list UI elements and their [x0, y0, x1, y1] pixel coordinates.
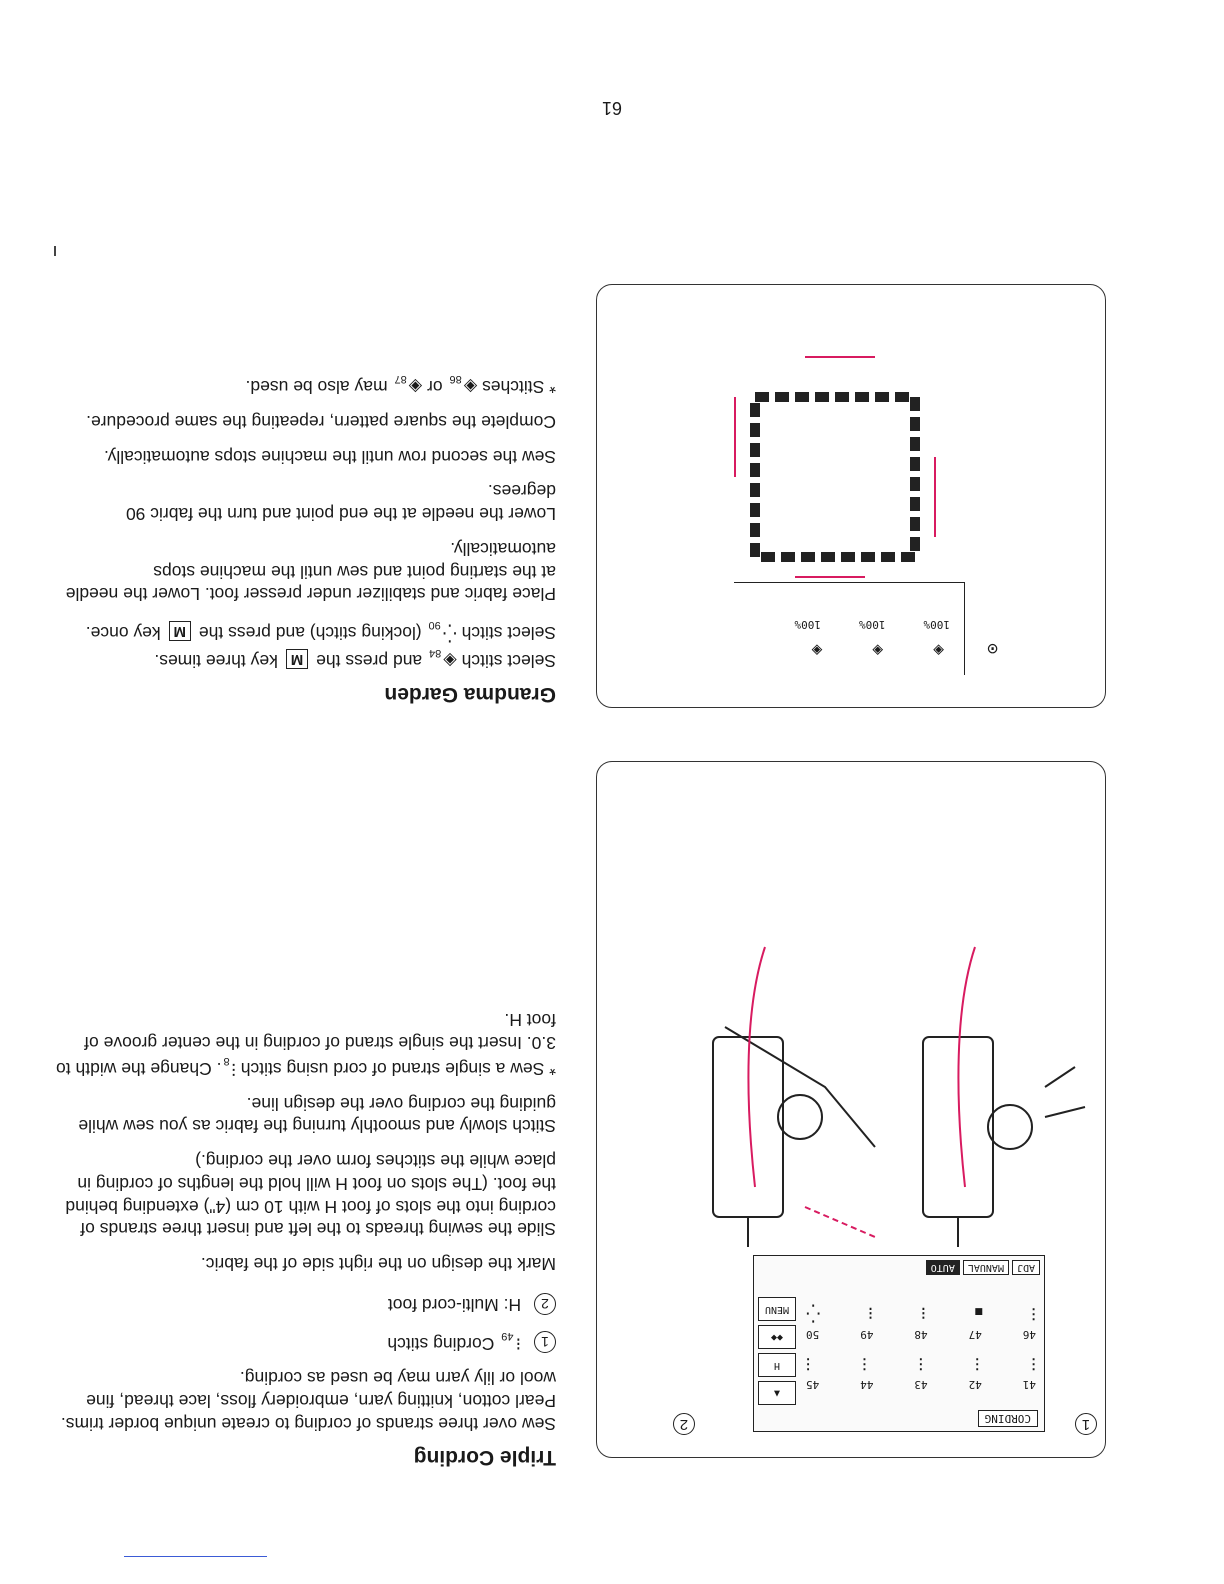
- m-key: M: [286, 649, 309, 669]
- item-text: H: Multi-cord foot: [387, 1295, 522, 1316]
- step-stitch-slowly: Stitch slowly and smoothly turning the fabric as you sew while guiding the cording over the design line.: [78, 1093, 556, 1137]
- item-cording-stitch: [56, 1328, 556, 1354]
- margin-mark: [54, 246, 56, 256]
- stitch-icon: ▪: [973, 1302, 985, 1323]
- step-slide-threads: Slide the sewing threads to the left and insert three strands of cording into the slots of foot H with 10 cm (4") extending behind the foot. (The slots on foot H will hold the lengths of cording in place while the stitches form over the cording.): [65, 1151, 556, 1240]
- callout-number: 2: [673, 1413, 695, 1435]
- foot-illustration-sew: [713, 1027, 875, 1247]
- step-lower-needle: Lower the needle at the end point and turn the fabric 90 degrees.: [125, 481, 556, 525]
- stitch-84-icon: ◈: [443, 651, 457, 671]
- stitch-84-icon: ◈: [811, 640, 823, 661]
- step-place-fabric: Place fabric and stabilizer under presser foot. Lower the needle at the starting point and sew until the machine stops automatically.: [65, 538, 556, 605]
- stitch-icon: ⫶: [1031, 1352, 1036, 1373]
- manual-button[interactable]: MANUAL: [963, 1260, 1009, 1275]
- cording-line: [748, 947, 765, 1187]
- scroll-up-icon[interactable]: ▲: [758, 1381, 796, 1405]
- step-mark-design: Mark the design on the right side of the fabric.: [200, 1254, 556, 1275]
- page-number: 61: [601, 98, 623, 118]
- foot-icon: H: [758, 1353, 796, 1377]
- stitch-icon: ⫶: [975, 1352, 980, 1373]
- section-title: Triple Cording: [413, 1446, 556, 1469]
- auto-button[interactable]: AUTO: [926, 1260, 960, 1275]
- locking-stitch-icon: ⊙: [987, 638, 998, 659]
- adj-button[interactable]: ADJ: [1012, 1260, 1040, 1275]
- lcd-screen: [753, 1255, 1045, 1432]
- section-title: Grandma Garden: [384, 683, 556, 706]
- stitch-icon: ⁝: [867, 1302, 874, 1323]
- grandma-garden-illustration-panel: [596, 284, 1106, 708]
- stitch-icons-row: [806, 1352, 1036, 1373]
- item-text: Cording stitch: [387, 1333, 495, 1354]
- stitch-row: 46 47 48 49 50: [806, 1328, 1036, 1341]
- stitch-row: 41 42 43 44 45: [806, 1378, 1036, 1391]
- locking-stitch-icon: ⁛: [442, 622, 457, 643]
- grandma-garden-section: [56, 360, 556, 706]
- pattern-icon[interactable]: ◆◆: [758, 1325, 796, 1349]
- menu-button[interactable]: MENU: [758, 1297, 796, 1321]
- step-second-row: Sew the second row until the machine stops automatically.: [104, 446, 556, 467]
- note-alternate-stitches: * Stitches $◈_{86}$ or $◈_{87}$ may also be used.: [245, 373, 556, 398]
- stitch-8-icon: ⫶: [231, 1058, 236, 1079]
- triple-cording-section: [56, 996, 556, 1469]
- cording-line: [958, 947, 975, 1187]
- multi-cord-foot-illustrations: [597, 767, 1105, 1247]
- stitch-icon: ⁝: [920, 1302, 927, 1323]
- m-key: M: [169, 621, 192, 641]
- step-complete: Complete the square pattern, repeating the same procedure.: [86, 411, 556, 432]
- callout-number: 1: [534, 1331, 556, 1353]
- stitch-icon: ⫶: [918, 1352, 924, 1373]
- stitch-icon: ⁛: [806, 1302, 821, 1323]
- stitch-87-icon: ◈: [408, 377, 423, 398]
- lcd-side-buttons: [758, 1297, 796, 1405]
- size-percent: 100%: [859, 618, 886, 631]
- size-percent: 100%: [794, 618, 821, 631]
- size-percent: 100%: [923, 618, 950, 631]
- stitch-86-icon: ◈: [463, 377, 478, 398]
- select-stitch-90: Select stitch $⁛_{90}$ (locking stitch) and press the M key once.: [85, 618, 556, 643]
- stitch-number: 49: [501, 1329, 514, 1342]
- diamond-border: [755, 397, 915, 557]
- note-single-strand: * Sew a single strand of cord using stitch $⫶_8$. Change the width to 3.0. Insert the single strand of cording in the center groove of foot H.: [56, 1009, 556, 1079]
- item-multi-cord-foot: [56, 1293, 556, 1316]
- size-row: [795, 618, 951, 631]
- stitch-icon: ⫶: [806, 1352, 811, 1373]
- stitch-icon: ⫶: [862, 1352, 867, 1373]
- stitch-sequence: [811, 640, 944, 661]
- triple-cording-illustration-panel: [596, 761, 1106, 1458]
- callout-number: 1: [1075, 1413, 1097, 1435]
- stitch-49-icon: ⁝: [515, 1333, 522, 1354]
- guide-line: [805, 1207, 875, 1237]
- stitch-84-icon: ◈: [872, 640, 884, 661]
- intro-text: Sew over three strands of cording to create unique border trims. Pearl cotton, knitting yarn, embroidery floss, lace thread, fine wool or lily yarn may be used as cording.: [60, 1368, 556, 1434]
- lcd-title: CORDING: [978, 1410, 1038, 1427]
- square-pattern-diagram: [715, 317, 955, 617]
- stitch-icon: ⫶: [1031, 1302, 1036, 1323]
- select-stitch-84: Select stitch $◈_{84}$ and press the M key three times.: [154, 647, 556, 671]
- stitch-icons-row: [806, 1302, 1036, 1323]
- lcd-mode-bar: [926, 1260, 1040, 1275]
- foot-illustration-step: [923, 1037, 1085, 1247]
- stitch-84-icon: ◈: [933, 640, 944, 661]
- callout-number: 2: [534, 1293, 556, 1315]
